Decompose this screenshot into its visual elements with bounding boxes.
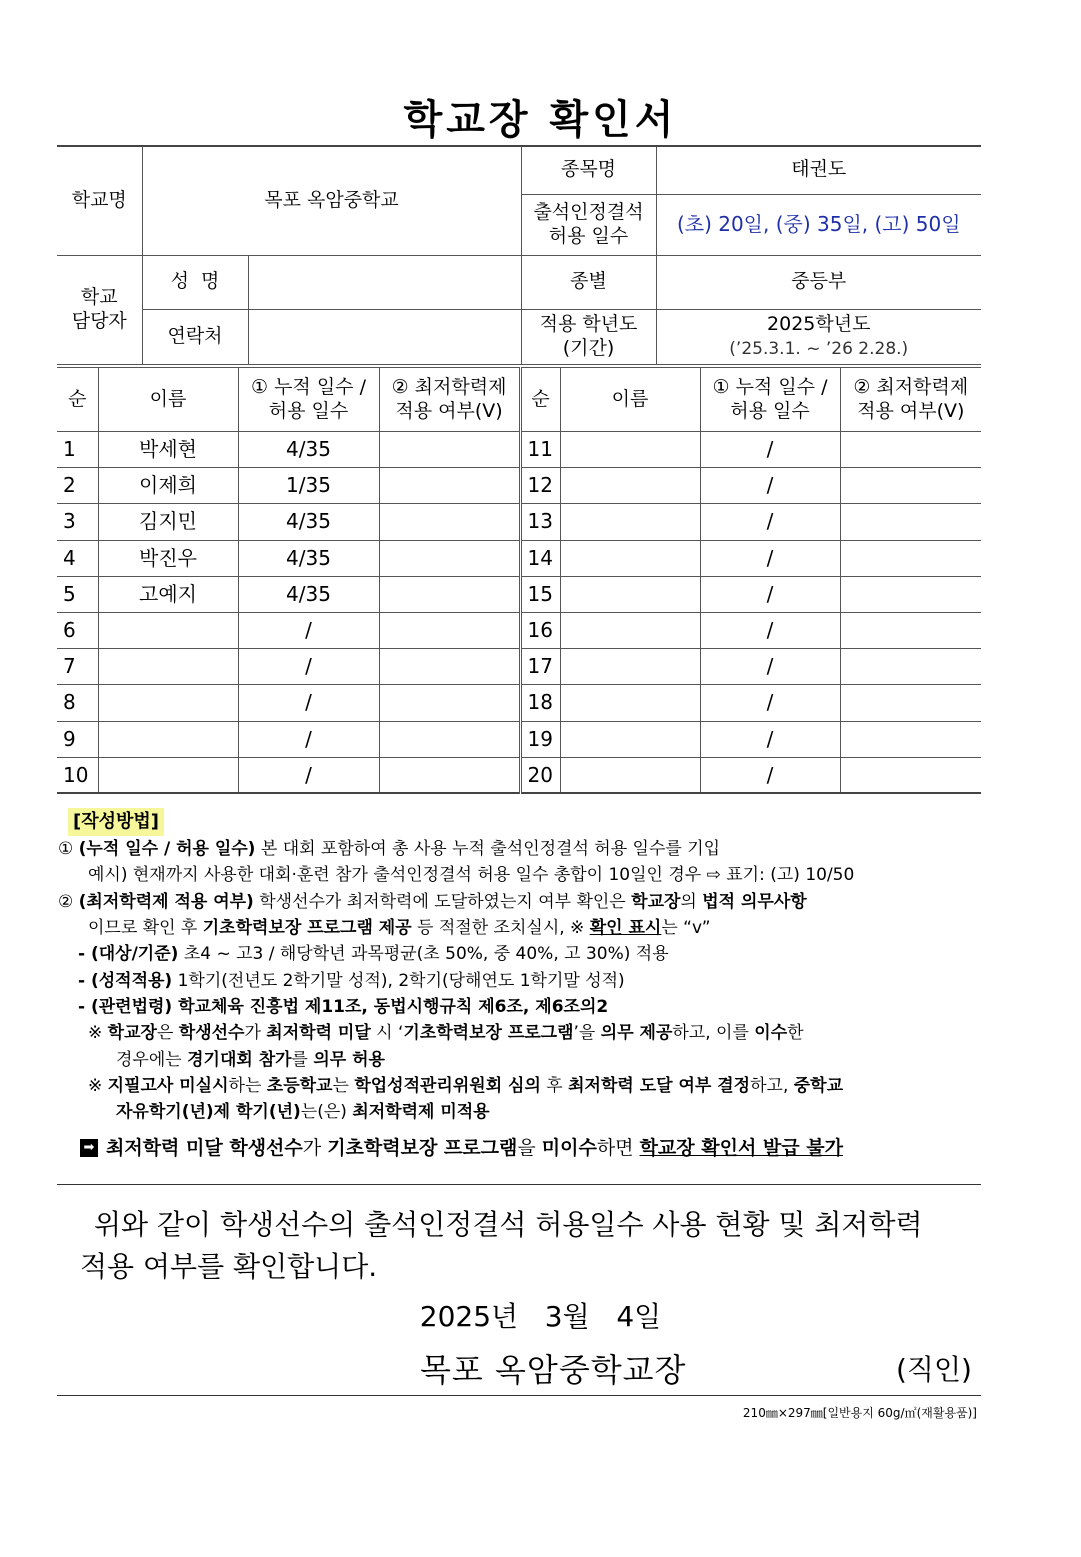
table-row: [57, 540, 981, 576]
table-row: [57, 504, 981, 540]
info-table: [57, 145, 981, 365]
row-name: [560, 576, 700, 612]
divider: [57, 1184, 981, 1185]
roster-table: [57, 367, 981, 794]
instruction-2: ② (최저학력제 적용 여부) 학생선수가 최저학력에 도달하였는지 여부 확인은 학교장의 법적 의무사항: [58, 891, 807, 912]
year-value: 2025학년도 (’25.3.1. ~ ’26 2.28.): [656, 309, 981, 364]
row-no: 7: [57, 649, 98, 685]
manager-name-label: 성 명: [142, 255, 248, 309]
row-no: 2: [57, 468, 98, 504]
header-name: 이름: [560, 368, 700, 432]
row-no: 19: [520, 721, 560, 757]
instruction-note-1-cont: 경우에는 경기대회 참가를 의무 허용: [116, 1049, 385, 1070]
row-no: 18: [520, 685, 560, 721]
row-min: [379, 540, 520, 576]
principal-name: 목포 옥암중학교장: [420, 1351, 687, 1389]
row-no: 8: [57, 685, 98, 721]
row-name: [98, 757, 238, 793]
header-no: 순: [520, 368, 560, 432]
row-no: 16: [520, 612, 560, 648]
row-name: [560, 612, 700, 648]
table-row: [57, 576, 981, 612]
instruction-note-2-cont: 자유학기(년)제 학기(년)는(은) 최저학력제 미적용: [116, 1102, 490, 1123]
school-label: 학교명: [57, 146, 142, 255]
header-min: ② 최저학력제 적용 여부(V): [840, 368, 981, 432]
row-min: [379, 432, 520, 468]
allowed-days-label: 출석인정결석 허용 일수: [521, 194, 656, 255]
allowed-days-value: (초) 20일, (중) 35일, (고) 50일: [656, 194, 981, 255]
row-name: [560, 685, 700, 721]
arrow-box-icon: ➡: [80, 1139, 98, 1157]
row-name: [560, 757, 700, 793]
row-days: /: [700, 612, 840, 648]
row-no: 13: [520, 504, 560, 540]
instruction-note-1: ※ 학교장은 학생선수가 최저학력 미달 시 ‘기초학력보장 프로그램’을 의무 제공하고, 이를 이수한: [88, 1023, 804, 1044]
header-days: ① 누적 일수 / 허용 일수: [238, 368, 379, 432]
row-min: [379, 468, 520, 504]
row-days: 4/35: [238, 576, 379, 612]
division-value: 중등부: [656, 255, 981, 309]
row-name: [560, 468, 700, 504]
row-no: 12: [520, 468, 560, 504]
issue-date: 2025년 3월 4일: [419, 1300, 662, 1333]
row-no: 14: [520, 540, 560, 576]
row-min: [840, 757, 981, 793]
instruction-target: - (대상/기준) 초4 ~ 고3 / 해당학년 과목평균(초 50%, 중 40%, 고 30%) 적용: [78, 944, 669, 965]
row-min: [379, 685, 520, 721]
document-title: 학교장 확인서: [403, 97, 678, 143]
school-name: 목포 옥암중학교: [142, 146, 521, 255]
division-label: 종별: [521, 255, 656, 309]
instruction-note-2: ※ 지필고사 미실시하는 초등학교는 학업성적관리위원회 심의 후 최저학력 도달 여부 결정하고, 중학교: [88, 1075, 844, 1096]
row-name: 고예지: [98, 576, 238, 612]
row-min: [379, 612, 520, 648]
row-min: [379, 757, 520, 793]
row-days: /: [700, 540, 840, 576]
row-name: 박세현: [98, 432, 238, 468]
row-min: [379, 721, 520, 757]
row-no: 11: [520, 432, 560, 468]
row-name: [98, 612, 238, 648]
header-min: ② 최저학력제 적용 여부(V): [379, 368, 520, 432]
row-min: [840, 432, 981, 468]
row-no: 3: [57, 504, 98, 540]
table-row: [57, 685, 981, 721]
row-name: [560, 504, 700, 540]
manager-contact-value: [248, 309, 521, 364]
instructions: [58, 808, 981, 1163]
manager-label: 학교 담당자: [57, 255, 142, 364]
row-no: 5: [57, 576, 98, 612]
row-no: 20: [520, 757, 560, 793]
row-min: [840, 721, 981, 757]
row-min: [840, 576, 981, 612]
row-days: /: [238, 612, 379, 648]
row-name: [560, 649, 700, 685]
row-name: [98, 721, 238, 757]
row-name: 박진우: [98, 540, 238, 576]
instruction-laws: - (관련법령) 학교체육 진흥법 제11조, 동법시행규칙 제6조, 제6조의2: [78, 996, 609, 1017]
confirmation-text: 위와 같이 학생선수의 출석인정결석 허용일수 사용 현황 및 최저학력 적용 여부를 확인합니다.: [80, 1208, 923, 1283]
row-name: 김지민: [98, 504, 238, 540]
instructions-heading: [작성방법]: [68, 808, 164, 836]
instruction-1: ① (누적 일수 / 허용 일수) 본 대회 포함하여 총 사용 누적 출석인정결석 허용 일수를 기입: [58, 838, 721, 859]
row-name: [560, 721, 700, 757]
row-no: 6: [57, 612, 98, 648]
row-min: [840, 685, 981, 721]
row-name: [560, 432, 700, 468]
row-days: 4/35: [238, 540, 379, 576]
row-name: [98, 685, 238, 721]
row-no: 10: [57, 757, 98, 793]
table-row: [57, 757, 981, 793]
row-days: /: [700, 468, 840, 504]
manager-name-value: [248, 255, 521, 309]
table-row: [57, 649, 981, 685]
header-no: 순: [57, 368, 98, 432]
row-name: [98, 649, 238, 685]
row-name: [560, 540, 700, 576]
row-days: 4/35: [238, 432, 379, 468]
event-value: 태권도: [656, 146, 981, 194]
row-days: /: [700, 721, 840, 757]
header-days: ① 누적 일수 / 허용 일수: [700, 368, 840, 432]
row-days: /: [700, 432, 840, 468]
row-no: 1: [57, 432, 98, 468]
row-days: /: [700, 504, 840, 540]
table-row: [57, 432, 981, 468]
row-min: [379, 576, 520, 612]
official-seal: (직인): [896, 1353, 972, 1386]
paper-spec: 210㎜×297㎜[일반용지 60g/㎡(재활용품)]: [742, 1406, 977, 1420]
row-days: /: [238, 649, 379, 685]
warning-line: ➡ 최저학력 미달 학생선수가 기초학력보장 프로그램을 미이수하면 학교장 확인서 발급 불가: [58, 1134, 981, 1163]
table-row: [57, 468, 981, 504]
table-row: [57, 721, 981, 757]
header-name: 이름: [98, 368, 238, 432]
row-days: /: [700, 757, 840, 793]
divider: [57, 1395, 981, 1396]
row-min: [840, 468, 981, 504]
row-days: /: [238, 721, 379, 757]
row-days: 4/35: [238, 504, 379, 540]
row-min: [840, 540, 981, 576]
row-no: 17: [520, 649, 560, 685]
row-days: /: [700, 649, 840, 685]
row-name: 이제희: [98, 468, 238, 504]
row-no: 15: [520, 576, 560, 612]
row-days: /: [700, 685, 840, 721]
instruction-1-example: 예시) 현재까지 사용한 대회·훈련 참가 출석인정결석 허용 일수 총합이 10일인 경우 ⇨ 표기: (고) 10/50: [88, 865, 855, 886]
manager-contact-label: 연락처: [142, 309, 248, 364]
event-label: 종목명: [521, 146, 656, 194]
row-days: 1/35: [238, 468, 379, 504]
row-min: [840, 612, 981, 648]
year-label: 적용 학년도 (기간): [521, 309, 656, 364]
row-min: [379, 649, 520, 685]
row-days: /: [238, 757, 379, 793]
row-days: /: [238, 685, 379, 721]
row-min: [379, 504, 520, 540]
table-row: [57, 612, 981, 648]
row-min: [840, 504, 981, 540]
instruction-grades: - (성적적용) 1학기(전년도 2학기말 성적), 2학기(당해연도 1학기말 성적): [78, 970, 625, 991]
row-no: 4: [57, 540, 98, 576]
row-days: /: [700, 576, 840, 612]
instruction-2-cont: 이므로 확인 후 기초학력보장 프로그램 제공 등 적절한 조치실시, ※ 확인 표시는 “v”: [88, 917, 711, 938]
row-min: [840, 649, 981, 685]
row-no: 9: [57, 721, 98, 757]
